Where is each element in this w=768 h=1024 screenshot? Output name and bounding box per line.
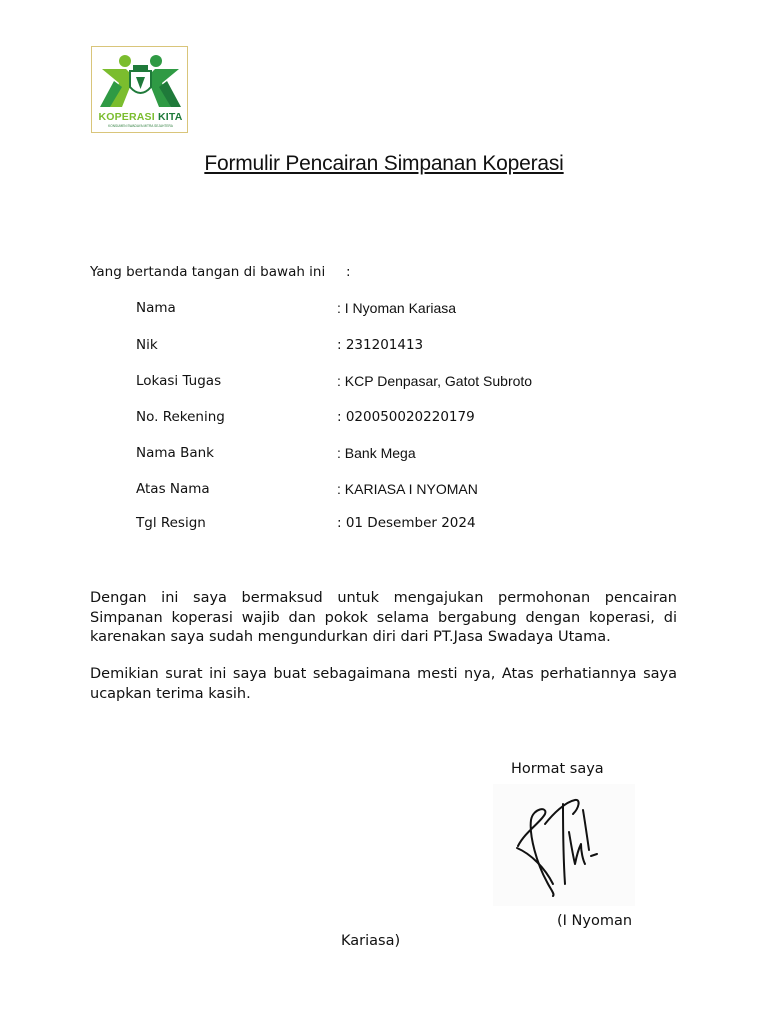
field-label: Nama [136, 300, 176, 316]
field-value: : 01 Desember 2024 [337, 515, 476, 531]
field-label: Nama Bank [136, 445, 214, 461]
body-paragraph-request: Dengan ini saya bermaksud untuk mengajukan permohonan pencairan Simpanan koperasi wajib dan pokok selama bergabung dengan koperasi, di karenakan saya sudah mengundurkan diri dari PT.Jasa Swadaya Utama. [90, 590, 677, 645]
cooperative-logo [91, 46, 188, 133]
intro-label: Yang bertanda tangan di bawah ini [90, 264, 326, 280]
document-title: Formulir Pencairan Simpanan Koperasi [204, 152, 564, 175]
field-value: : KCP Denpasar, Gatot Subroto [337, 373, 533, 389]
field-label: Tgl Resign [136, 515, 206, 531]
field-value: : I Nyoman Kariasa [337, 300, 457, 316]
closing-salutation: Hormat saya [511, 761, 604, 777]
logo-wordmark: KOPERASI KITA [98, 111, 183, 123]
field-label: No. Rekening [136, 409, 225, 425]
field-value: : 231201413 [337, 337, 424, 353]
field-label: Nik [136, 337, 158, 353]
field-value: : Bank Mega [337, 445, 416, 461]
field-label: Atas Nama [136, 481, 210, 497]
field-label: Lokasi Tugas [136, 373, 222, 389]
body-paragraph-closing: Demikian surat ini saya buat sebagaimana mesti nya, Atas perhatiannya saya ucapkan terima kasih. [90, 666, 677, 702]
signatory-name-line2: Kariasa) [341, 933, 401, 949]
field-value: : 020050020220179 [337, 409, 475, 425]
signatory-name-line1: (I Nyoman [557, 913, 633, 929]
field-value: : KARIASA I NYOMAN [337, 481, 478, 497]
signature-icon [493, 784, 635, 906]
handwritten-signature [493, 784, 635, 906]
logo-tagline: KONSUMEN SWADAYA MITRA SEJAHTERA [108, 124, 173, 128]
intro-colon: : [346, 264, 351, 280]
